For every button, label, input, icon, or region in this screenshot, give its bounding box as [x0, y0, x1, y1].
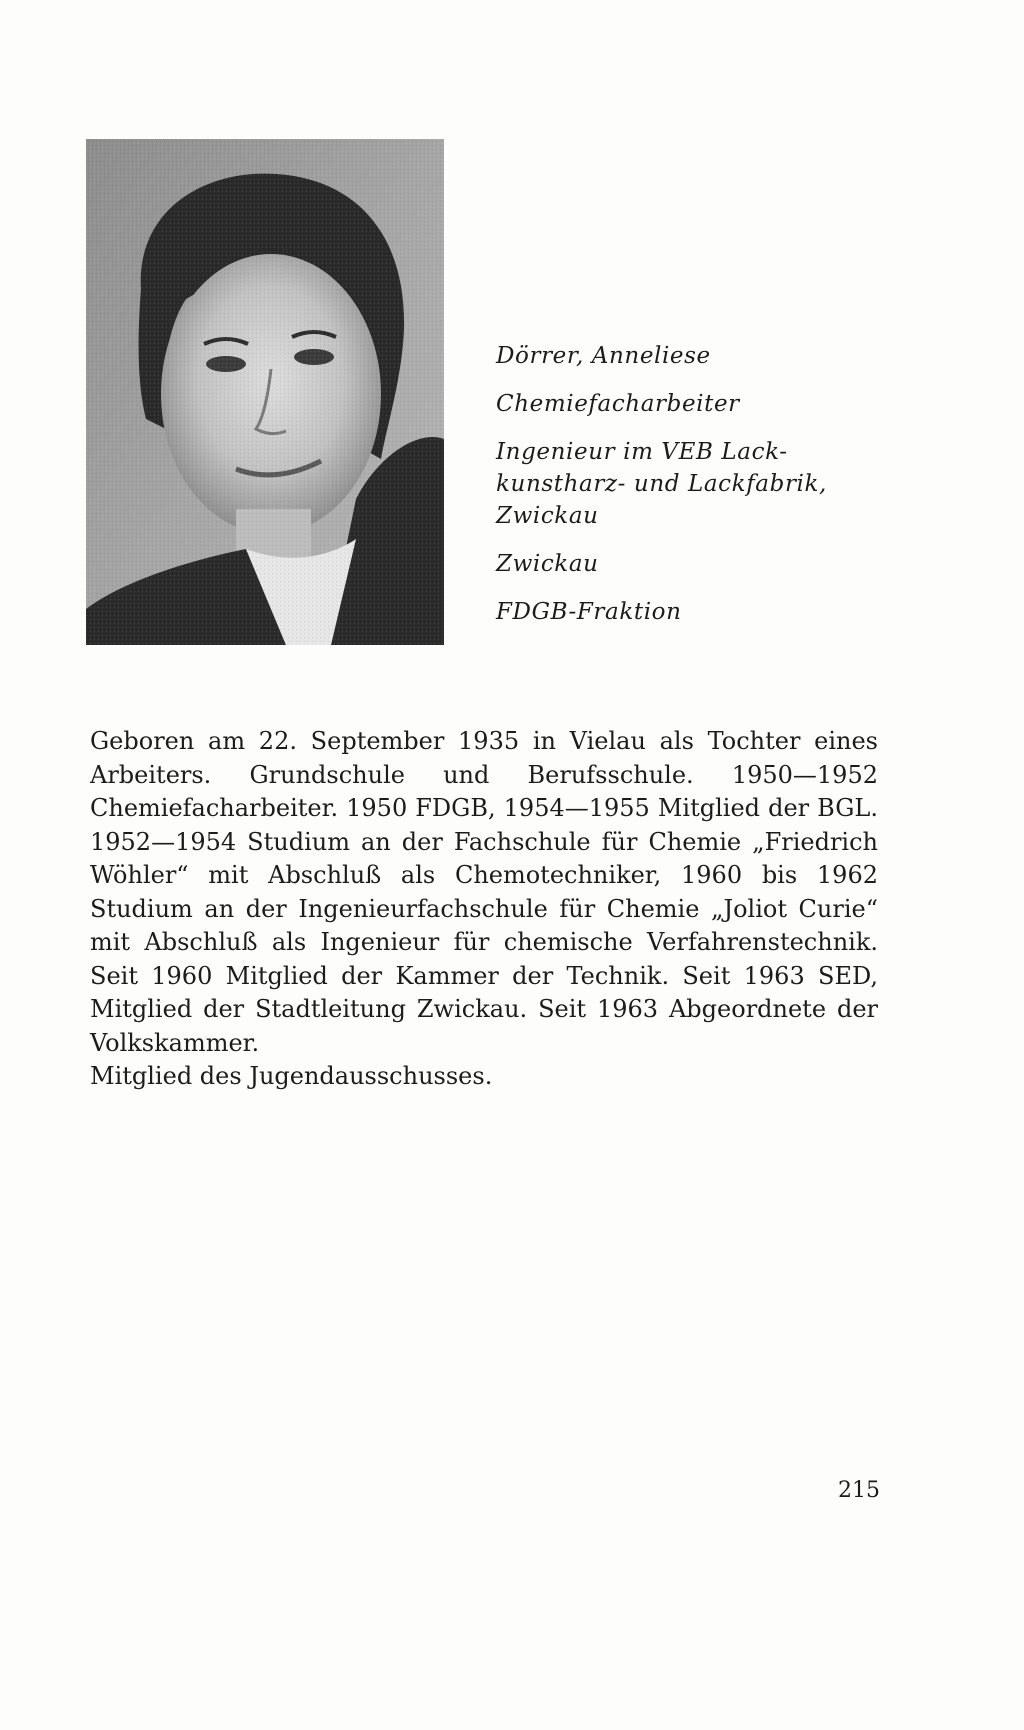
- committee-membership: Mitglied des Jugendausschusses.: [90, 1062, 493, 1090]
- constituency: Zwickau: [496, 551, 599, 577]
- caption-block: [496, 340, 896, 628]
- person-name: Dörrer, Anneliese: [496, 343, 711, 369]
- occupation: Chemiefacharbeiter: [496, 391, 740, 417]
- faction: FDGB-Fraktion: [496, 599, 682, 625]
- workplace: Ingenieur im VEB Lack- kunstharz- und Lackfabrik, Zwickau: [496, 439, 827, 529]
- page-number: 215: [838, 1478, 880, 1503]
- portrait-photo: [86, 139, 444, 645]
- biography-text: Geboren am 22. September 1935 in Vielau als Tochter eines Arbeiters. Grundschule und Berufsschule. 1950—1952 Chemiefacharbeiter. 1950 FDGB, 1954—1955 Mitglied der BGL. 1952—1954 Studium an der Fachschule für Chemie „Friedrich Wöhler“ mit Abschluß als Chemotechniker, 1960 bis 1962 Studium an der Ingenieurfachschule für Chemie „Joliot Curie“ mit Abschluß als Ingenieur für chemische Verfahrenstechnik. Seit 1960 Mitglied der Kammer der Technik. Seit 1963 SED, Mitglied der Stadtleitung Zwickau. Seit 1963 Abgeordnete der Volkskammer.: [90, 727, 878, 1057]
